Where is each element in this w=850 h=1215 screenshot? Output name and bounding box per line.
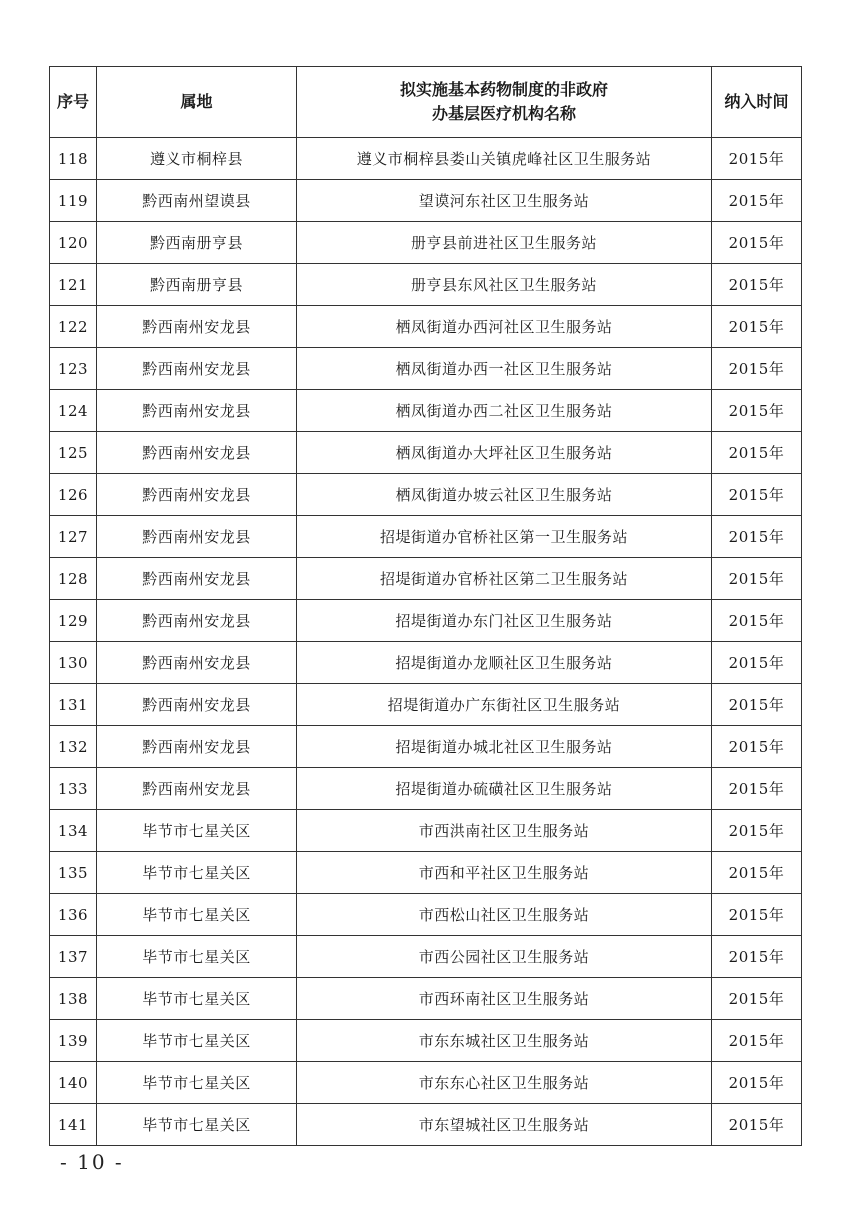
cell-year: 2015年 bbox=[712, 684, 802, 726]
cell-region: 黔西南州安龙县 bbox=[97, 306, 297, 348]
table-row bbox=[50, 222, 802, 264]
cell-institution-name: 栖凤街道办西二社区卫生服务站 bbox=[297, 390, 712, 432]
cell-region: 遵义市桐梓县 bbox=[97, 138, 297, 180]
cell-year: 2015年 bbox=[712, 516, 802, 558]
header-year: 纳入时间 bbox=[712, 67, 802, 138]
cell-seq: 135 bbox=[50, 852, 97, 894]
cell-region: 黔西南州安龙县 bbox=[97, 726, 297, 768]
cell-seq: 140 bbox=[50, 1062, 97, 1104]
cell-region: 毕节市七星关区 bbox=[97, 810, 297, 852]
cell-year: 2015年 bbox=[712, 810, 802, 852]
cell-institution-name: 市西环南社区卫生服务站 bbox=[297, 978, 712, 1020]
cell-region: 黔西南州安龙县 bbox=[97, 348, 297, 390]
cell-institution-name: 招堤街道办东门社区卫生服务站 bbox=[297, 600, 712, 642]
cell-region: 黔西南州安龙县 bbox=[97, 684, 297, 726]
cell-seq: 130 bbox=[50, 642, 97, 684]
cell-seq: 125 bbox=[50, 432, 97, 474]
cell-institution-name: 招堤街道办城北社区卫生服务站 bbox=[297, 726, 712, 768]
table-row bbox=[50, 810, 802, 852]
cell-region: 黔西南州安龙县 bbox=[97, 432, 297, 474]
cell-institution-name: 册亨县东风社区卫生服务站 bbox=[297, 264, 712, 306]
cell-year: 2015年 bbox=[712, 558, 802, 600]
cell-seq: 129 bbox=[50, 600, 97, 642]
cell-region: 黔西南州安龙县 bbox=[97, 600, 297, 642]
cell-institution-name: 栖凤街道办西一社区卫生服务站 bbox=[297, 348, 712, 390]
cell-region: 黔西南州安龙县 bbox=[97, 516, 297, 558]
cell-institution-name: 市西和平社区卫生服务站 bbox=[297, 852, 712, 894]
cell-year: 2015年 bbox=[712, 852, 802, 894]
cell-seq: 119 bbox=[50, 180, 97, 222]
header-seq: 序号 bbox=[50, 67, 97, 138]
cell-institution-name: 栖凤街道办大坪社区卫生服务站 bbox=[297, 432, 712, 474]
cell-year: 2015年 bbox=[712, 222, 802, 264]
table-row bbox=[50, 516, 802, 558]
cell-region: 毕节市七星关区 bbox=[97, 978, 297, 1020]
cell-year: 2015年 bbox=[712, 138, 802, 180]
cell-year: 2015年 bbox=[712, 264, 802, 306]
cell-seq: 134 bbox=[50, 810, 97, 852]
cell-year: 2015年 bbox=[712, 768, 802, 810]
cell-seq: 128 bbox=[50, 558, 97, 600]
cell-region: 毕节市七星关区 bbox=[97, 1062, 297, 1104]
table-row bbox=[50, 978, 802, 1020]
cell-institution-name: 望谟河东社区卫生服务站 bbox=[297, 180, 712, 222]
cell-institution-name: 市东望城社区卫生服务站 bbox=[297, 1104, 712, 1146]
cell-region: 黔西南册亨县 bbox=[97, 264, 297, 306]
cell-year: 2015年 bbox=[712, 1104, 802, 1146]
cell-seq: 121 bbox=[50, 264, 97, 306]
table-row bbox=[50, 138, 802, 180]
table-row bbox=[50, 1104, 802, 1146]
cell-year: 2015年 bbox=[712, 474, 802, 516]
table-row bbox=[50, 474, 802, 516]
cell-region: 毕节市七星关区 bbox=[97, 852, 297, 894]
cell-seq: 118 bbox=[50, 138, 97, 180]
cell-seq: 126 bbox=[50, 474, 97, 516]
cell-institution-name: 栖凤街道办坡云社区卫生服务站 bbox=[297, 474, 712, 516]
header-institution-name-line1: 拟实施基本药物制度的非政府 bbox=[399, 80, 608, 99]
cell-region: 毕节市七星关区 bbox=[97, 1020, 297, 1062]
cell-institution-name: 市西公园社区卫生服务站 bbox=[297, 936, 712, 978]
table-row bbox=[50, 1020, 802, 1062]
cell-institution-name: 市西洪南社区卫生服务站 bbox=[297, 810, 712, 852]
cell-seq: 136 bbox=[50, 894, 97, 936]
cell-region: 黔西南州安龙县 bbox=[97, 768, 297, 810]
table-row bbox=[50, 558, 802, 600]
cell-institution-name: 册亨县前进社区卫生服务站 bbox=[297, 222, 712, 264]
cell-region: 毕节市七星关区 bbox=[97, 936, 297, 978]
cell-region: 黔西南州安龙县 bbox=[97, 390, 297, 432]
cell-institution-name: 遵义市桐梓县娄山关镇虎峰社区卫生服务站 bbox=[297, 138, 712, 180]
cell-region: 黔西南州望谟县 bbox=[97, 180, 297, 222]
cell-institution-name: 招堤街道办官桥社区第一卫生服务站 bbox=[297, 516, 712, 558]
header-institution-name-line2: 办基层医疗机构名称 bbox=[431, 104, 576, 123]
cell-seq: 138 bbox=[50, 978, 97, 1020]
cell-year: 2015年 bbox=[712, 348, 802, 390]
table-header-row bbox=[50, 67, 802, 138]
cell-year: 2015年 bbox=[712, 306, 802, 348]
cell-region: 毕节市七星关区 bbox=[97, 894, 297, 936]
header-institution-name bbox=[297, 67, 712, 138]
table-row bbox=[50, 264, 802, 306]
cell-year: 2015年 bbox=[712, 642, 802, 684]
cell-year: 2015年 bbox=[712, 978, 802, 1020]
cell-year: 2015年 bbox=[712, 1062, 802, 1104]
cell-region: 黔西南册亨县 bbox=[97, 222, 297, 264]
table-row bbox=[50, 936, 802, 978]
table-row bbox=[50, 306, 802, 348]
cell-year: 2015年 bbox=[712, 726, 802, 768]
cell-seq: 120 bbox=[50, 222, 97, 264]
cell-institution-name: 招堤街道办广东街社区卫生服务站 bbox=[297, 684, 712, 726]
cell-seq: 133 bbox=[50, 768, 97, 810]
table-row bbox=[50, 432, 802, 474]
cell-institution-name: 招堤街道办硫磺社区卫生服务站 bbox=[297, 768, 712, 810]
table-row bbox=[50, 390, 802, 432]
table-row bbox=[50, 852, 802, 894]
cell-seq: 137 bbox=[50, 936, 97, 978]
table-row bbox=[50, 348, 802, 390]
header-region: 属地 bbox=[97, 67, 297, 138]
cell-institution-name: 栖凤街道办西河社区卫生服务站 bbox=[297, 306, 712, 348]
table-row bbox=[50, 768, 802, 810]
cell-institution-name: 招堤街道办官桥社区第二卫生服务站 bbox=[297, 558, 712, 600]
cell-seq: 124 bbox=[50, 390, 97, 432]
cell-seq: 122 bbox=[50, 306, 97, 348]
cell-seq: 139 bbox=[50, 1020, 97, 1062]
cell-seq: 141 bbox=[50, 1104, 97, 1146]
cell-institution-name: 招堤街道办龙顺社区卫生服务站 bbox=[297, 642, 712, 684]
page-number: - 10 - bbox=[60, 1150, 124, 1174]
cell-seq: 127 bbox=[50, 516, 97, 558]
table-body bbox=[50, 138, 802, 1146]
table-row bbox=[50, 1062, 802, 1104]
cell-institution-name: 市西松山社区卫生服务站 bbox=[297, 894, 712, 936]
cell-region: 黔西南州安龙县 bbox=[97, 474, 297, 516]
cell-seq: 131 bbox=[50, 684, 97, 726]
table-row bbox=[50, 180, 802, 222]
table-row bbox=[50, 726, 802, 768]
cell-year: 2015年 bbox=[712, 432, 802, 474]
table-row bbox=[50, 684, 802, 726]
institution-table bbox=[49, 66, 802, 1146]
cell-year: 2015年 bbox=[712, 600, 802, 642]
cell-year: 2015年 bbox=[712, 936, 802, 978]
cell-year: 2015年 bbox=[712, 894, 802, 936]
cell-region: 黔西南州安龙县 bbox=[97, 642, 297, 684]
cell-year: 2015年 bbox=[712, 1020, 802, 1062]
cell-seq: 123 bbox=[50, 348, 97, 390]
cell-region: 毕节市七星关区 bbox=[97, 1104, 297, 1146]
table-row bbox=[50, 894, 802, 936]
cell-seq: 132 bbox=[50, 726, 97, 768]
cell-year: 2015年 bbox=[712, 180, 802, 222]
cell-institution-name: 市东东心社区卫生服务站 bbox=[297, 1062, 712, 1104]
cell-year: 2015年 bbox=[712, 390, 802, 432]
cell-institution-name: 市东东城社区卫生服务站 bbox=[297, 1020, 712, 1062]
table-row bbox=[50, 642, 802, 684]
table-row bbox=[50, 600, 802, 642]
cell-region: 黔西南州安龙县 bbox=[97, 558, 297, 600]
